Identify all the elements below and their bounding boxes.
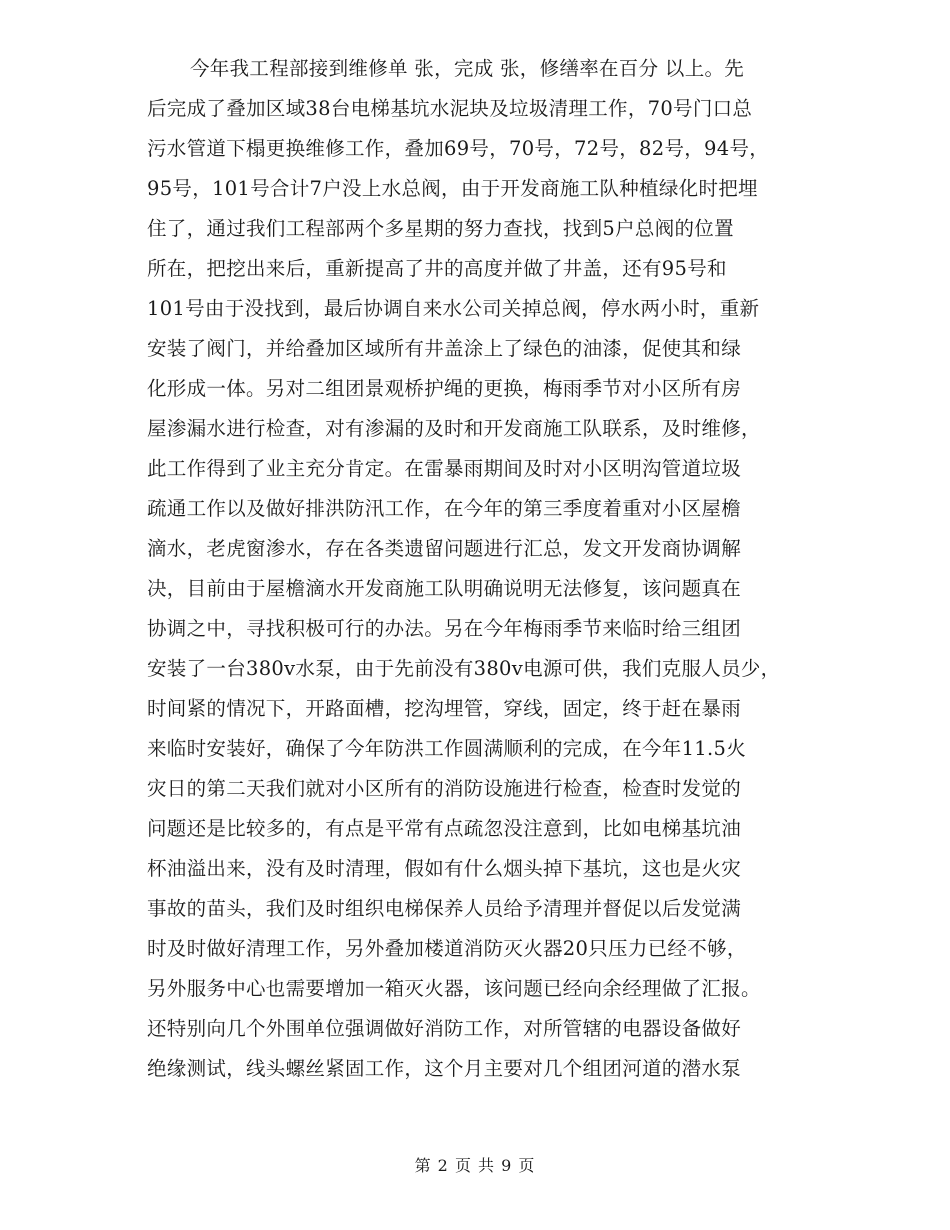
- text-line: 安装了阀门，并给叠加区域所有井盖涂上了绿色的油漆，促使其和绿: [147, 337, 742, 360]
- text-line: 来临时安装好，确保了今年防洪工作圆满顺利的完成，在今年11.5火: [147, 737, 747, 760]
- text-line: 协调之中，寻找积极可行的办法。另在今年梅雨季节来临时给三组团: [147, 617, 742, 640]
- text-line: 化形成一体。另对二组团景观桥护绳的更换，梅雨季节对小区所有房: [147, 377, 742, 400]
- text-line: 屋渗漏水进行检查，对有渗漏的及时和开发商施工队联系，及时维修，: [147, 417, 761, 440]
- page-number-label: 第 2 页 共 9 页: [414, 1156, 536, 1175]
- text-line: 灾日的第二天我们就对小区所有的消防设施进行检查，检查时发觉的: [147, 777, 742, 800]
- text-line: 今年我工程部接到维修单 张，完成 张，修缮率在百分 以上。先: [190, 57, 745, 80]
- text-line: 决，目前由于屋檐滴水开发商施工队明确说明无法修复，该问题真在: [147, 577, 742, 600]
- text-line: 杯油溢出来，没有及时清理，假如有什么烟头掉下基坑，这也是火灾: [147, 857, 742, 880]
- text-line: 101号由于没找到，最后协调自来水公司关掉总阀，停水两小时，重新: [147, 297, 760, 320]
- text-line: 时间紧的情况下，开路面槽，挖沟埋管，穿线，固定，终于赶在暴雨: [147, 697, 742, 720]
- text-line: 住了，通过我们工程部两个多星期的努力查找，找到5户总阀的位置: [147, 217, 734, 240]
- text-line: 问题还是比较多的，有点是平常有点疏忽没注意到，比如电梯基坑油: [147, 817, 742, 840]
- text-line: 所在，把挖出来后，重新提高了井的高度并做了井盖，还有95号和: [147, 257, 727, 280]
- text-line: 另外服务中心也需要增加一箱灭火器，该问题已经向余经理做了汇报。: [147, 977, 761, 1000]
- text-line: 污水管道下榻更换维修工作，叠加69号，70号，72号，82号，94号，: [147, 137, 770, 160]
- text-line: 后完成了叠加区域38台电梯基坑水泥块及垃圾清理工作，70号门口总: [147, 97, 753, 120]
- text-line: 滴水，老虎窗渗水，存在各类遗留问题进行汇总，发文开发商协调解: [147, 537, 742, 560]
- text-line: 95号，101号合计7户没上水总阀，由于开发商施工队种植绿化时把埋: [147, 177, 758, 200]
- text-line: 疏通工作以及做好排洪防汛工作，在今年的第三季度着重对小区屋檐: [147, 497, 742, 520]
- text-line: 安装了一台380v水泵，由于先前没有380v电源可供，我们克服人员少，: [147, 657, 781, 680]
- text-line: 此工作得到了业主充分肯定。在雷暴雨期间及时对小区明沟管道垃圾: [147, 457, 742, 480]
- text-line: 绝缘测试，线头螺丝紧固工作，这个月主要对几个组团河道的潜水泵: [147, 1057, 742, 1080]
- text-line: 时及时做好清理工作，另外叠加楼道消防灭火器20只压力已经不够，: [147, 937, 747, 960]
- text-line: 事故的苗头，我们及时组织电梯保养人员给予清理并督促以后发觉满: [147, 897, 742, 920]
- text-line: 还特别向几个外围单位强调做好消防工作，对所管辖的电器设备做好: [147, 1017, 742, 1040]
- page-footer: [0, 1154, 950, 1178]
